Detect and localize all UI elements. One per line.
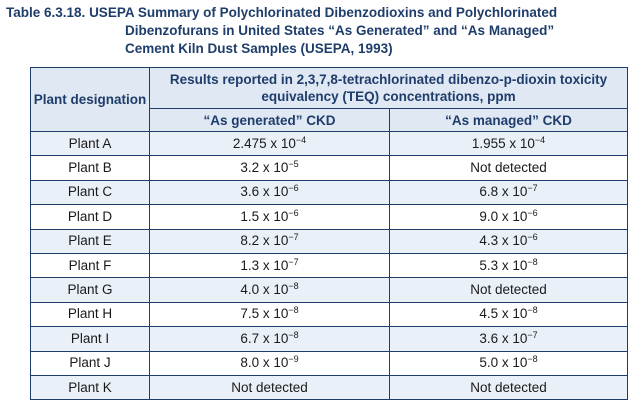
value-exponent: −7: [527, 329, 538, 340]
table-caption: [6, 4, 626, 58]
caption-title-part-3: Cement Kiln Dust Samples (USEPA, 1993): [125, 41, 393, 56]
value-exponent: −8: [527, 354, 538, 365]
cell-plant: Plant F: [31, 253, 150, 277]
cell-as-generated: [150, 278, 390, 302]
cell-as-managed: [390, 375, 628, 399]
table-body: [31, 132, 628, 400]
header-as-generated: “As generated” CKD: [150, 109, 390, 132]
value-exponent: −7: [288, 232, 299, 243]
header-as-managed: “As managed” CKD: [390, 109, 628, 132]
cell-plant: Plant E: [31, 229, 150, 253]
caption-title-part-2: Dibenzofurans in United States “As Generated” and “As Managed”: [125, 23, 555, 38]
table-row: [31, 180, 628, 204]
cell-plant: Plant G: [31, 278, 150, 302]
value-exponent: −7: [527, 183, 538, 194]
caption-title-part-1: USEPA Summary of Polychlorinated Dibenzodioxins and Polychlorinated: [89, 5, 558, 20]
header-row-group: [31, 68, 628, 109]
value-exponent: −8: [527, 256, 538, 267]
table-row: [31, 351, 628, 375]
table-row: [31, 375, 628, 399]
value-exponent: −8: [288, 329, 299, 340]
value-mantissa: 5.3 x 10: [479, 257, 528, 273]
value-exponent: −4: [295, 134, 307, 145]
cell-as-managed: [390, 132, 628, 156]
value-mantissa: 3.2 x 10: [240, 160, 289, 176]
value-mantissa: 5.0 x 10: [479, 355, 528, 371]
value-mantissa: 4.3 x 10: [479, 233, 528, 249]
value-exponent: −8: [527, 305, 538, 316]
cell-plant: Plant H: [31, 302, 150, 326]
value-exponent: −7: [288, 256, 299, 267]
cell-as-managed: [390, 253, 628, 277]
cell-as-managed: [390, 278, 628, 302]
cell-as-generated: [150, 156, 390, 180]
value-mantissa: 1.5 x 10: [240, 208, 289, 224]
value-mantissa: Not detected: [470, 282, 547, 298]
value-exponent: −9: [288, 354, 299, 365]
caption-line-1: [6, 4, 626, 22]
value-mantissa: 4.0 x 10: [240, 282, 289, 298]
cell-plant: Plant D: [31, 205, 150, 229]
table-row: [31, 302, 628, 326]
value-mantissa: 7.5 x 10: [240, 306, 289, 322]
table-header: [31, 68, 628, 132]
value-mantissa: 2.475 x 10: [232, 135, 296, 151]
value-mantissa: 6.7 x 10: [240, 330, 289, 346]
value-exponent: −6: [527, 207, 538, 218]
value-mantissa: Not detected: [470, 160, 547, 176]
cell-as-managed: [390, 327, 628, 351]
cell-as-generated: [150, 375, 390, 399]
cell-as-generated: [150, 132, 390, 156]
value-mantissa: 3.6 x 10: [479, 330, 528, 346]
value-mantissa: 8.0 x 10: [240, 355, 289, 371]
cell-plant: Plant J: [31, 351, 150, 375]
cell-as-generated: [150, 205, 390, 229]
table-row: [31, 229, 628, 253]
value-mantissa: 4.5 x 10: [479, 306, 528, 322]
value-exponent: −6: [288, 207, 299, 218]
cell-as-managed: [390, 180, 628, 204]
table-number: Table 6.3.18.: [6, 5, 86, 20]
cell-plant: Plant I: [31, 327, 150, 351]
cell-as-generated: [150, 327, 390, 351]
table-row: [31, 327, 628, 351]
cell-as-managed: [390, 205, 628, 229]
cell-as-generated: [150, 180, 390, 204]
table-row: [31, 156, 628, 180]
cell-as-generated: [150, 302, 390, 326]
cell-as-generated: [150, 229, 390, 253]
cell-as-managed: [390, 156, 628, 180]
header-plant-designation: Plant designation: [31, 68, 150, 132]
value-exponent: −6: [527, 232, 538, 243]
cell-plant: Plant C: [31, 180, 150, 204]
cell-as-managed: [390, 229, 628, 253]
table-row: [31, 205, 628, 229]
value-exponent: −8: [288, 305, 299, 316]
cell-as-generated: [150, 351, 390, 375]
value-mantissa: 1.3 x 10: [240, 257, 289, 273]
cell-plant: Plant B: [31, 156, 150, 180]
value-mantissa: 9.0 x 10: [479, 208, 528, 224]
cell-as-generated: [150, 253, 390, 277]
value-mantissa: Not detected: [231, 379, 308, 395]
cell-plant: Plant A: [31, 132, 150, 156]
cell-as-managed: [390, 302, 628, 326]
table-row: [31, 278, 628, 302]
value-exponent: −5: [288, 159, 299, 170]
value-exponent: −4: [534, 134, 546, 145]
data-table: [30, 67, 628, 400]
value-mantissa: 8.2 x 10: [240, 233, 289, 249]
value-mantissa: Not detected: [470, 379, 547, 395]
cell-plant: Plant K: [31, 375, 150, 399]
table-row: [31, 253, 628, 277]
cell-as-managed: [390, 351, 628, 375]
value-mantissa: 6.8 x 10: [479, 184, 528, 200]
header-teq-results: Results reported in 2,3,7,8-tetrachlorinated dibenzo-p-dioxin toxicity equivalency (TEQ) concentrations, ppm: [150, 68, 628, 109]
table-row: [31, 132, 628, 156]
value-exponent: −6: [288, 183, 299, 194]
value-exponent: −8: [288, 281, 299, 292]
value-mantissa: 3.6 x 10: [240, 184, 289, 200]
value-mantissa: 1.955 x 10: [471, 135, 535, 151]
